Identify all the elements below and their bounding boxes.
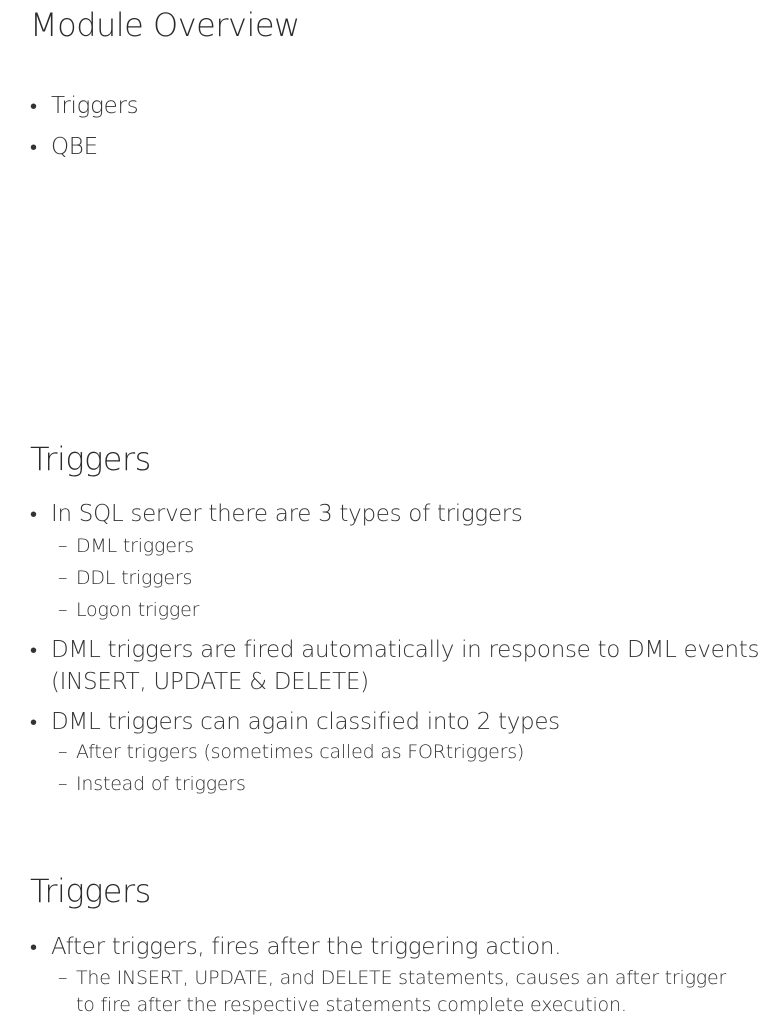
dash-icon: – <box>58 773 68 795</box>
sub-bullet-text: Instead of triggers <box>76 773 246 795</box>
slide-title: Triggers <box>30 440 151 478</box>
dash-icon: – <box>58 535 68 557</box>
sub-bullet-list <box>30 965 738 1019</box>
bullet-icon: • <box>30 135 37 159</box>
sub-bullet-item <box>30 965 738 1019</box>
bullet-icon: • <box>30 94 37 118</box>
dash-icon: – <box>58 599 68 621</box>
slide-title: Module Overview <box>30 6 300 44</box>
dash-icon: – <box>58 741 68 763</box>
bullet-text: Triggers <box>51 93 139 119</box>
bullet-text: After triggers, fires after the triggering action. <box>51 934 562 960</box>
dash-icon: – <box>58 967 68 989</box>
bullet-text: DML triggers can again classified into 2 types <box>51 709 560 735</box>
sub-bullet-text: Logon trigger <box>76 599 200 621</box>
bullet-icon: • <box>30 935 37 959</box>
dash-icon: – <box>58 567 68 589</box>
slide-title: Triggers <box>30 872 151 910</box>
bullet-icon: • <box>30 502 37 526</box>
bullet-item <box>30 931 738 1019</box>
sub-bullet-text: DML triggers <box>76 535 194 557</box>
sub-bullet-text: The INSERT, UPDATE, and DELETE statements, causes an after trigger <box>76 967 727 989</box>
bullet-text: In SQL server there are 3 types of triggers <box>51 501 523 527</box>
sub-bullet-text: to fire after the respective statements complete execution. <box>76 994 627 1016</box>
bullet-text: DML triggers are fired automatically in response to DML events <box>51 637 760 663</box>
bullet-icon: • <box>30 638 37 662</box>
sub-bullet-text: DDL triggers <box>76 567 193 589</box>
sub-bullet-text: After triggers (sometimes called as FORtriggers) <box>76 741 525 763</box>
bullet-text: QBE <box>51 134 98 160</box>
bullet-list <box>30 931 738 1019</box>
bullet-icon: • <box>30 710 37 734</box>
bullet-text: (INSERT, UPDATE & DELETE) <box>51 669 369 695</box>
